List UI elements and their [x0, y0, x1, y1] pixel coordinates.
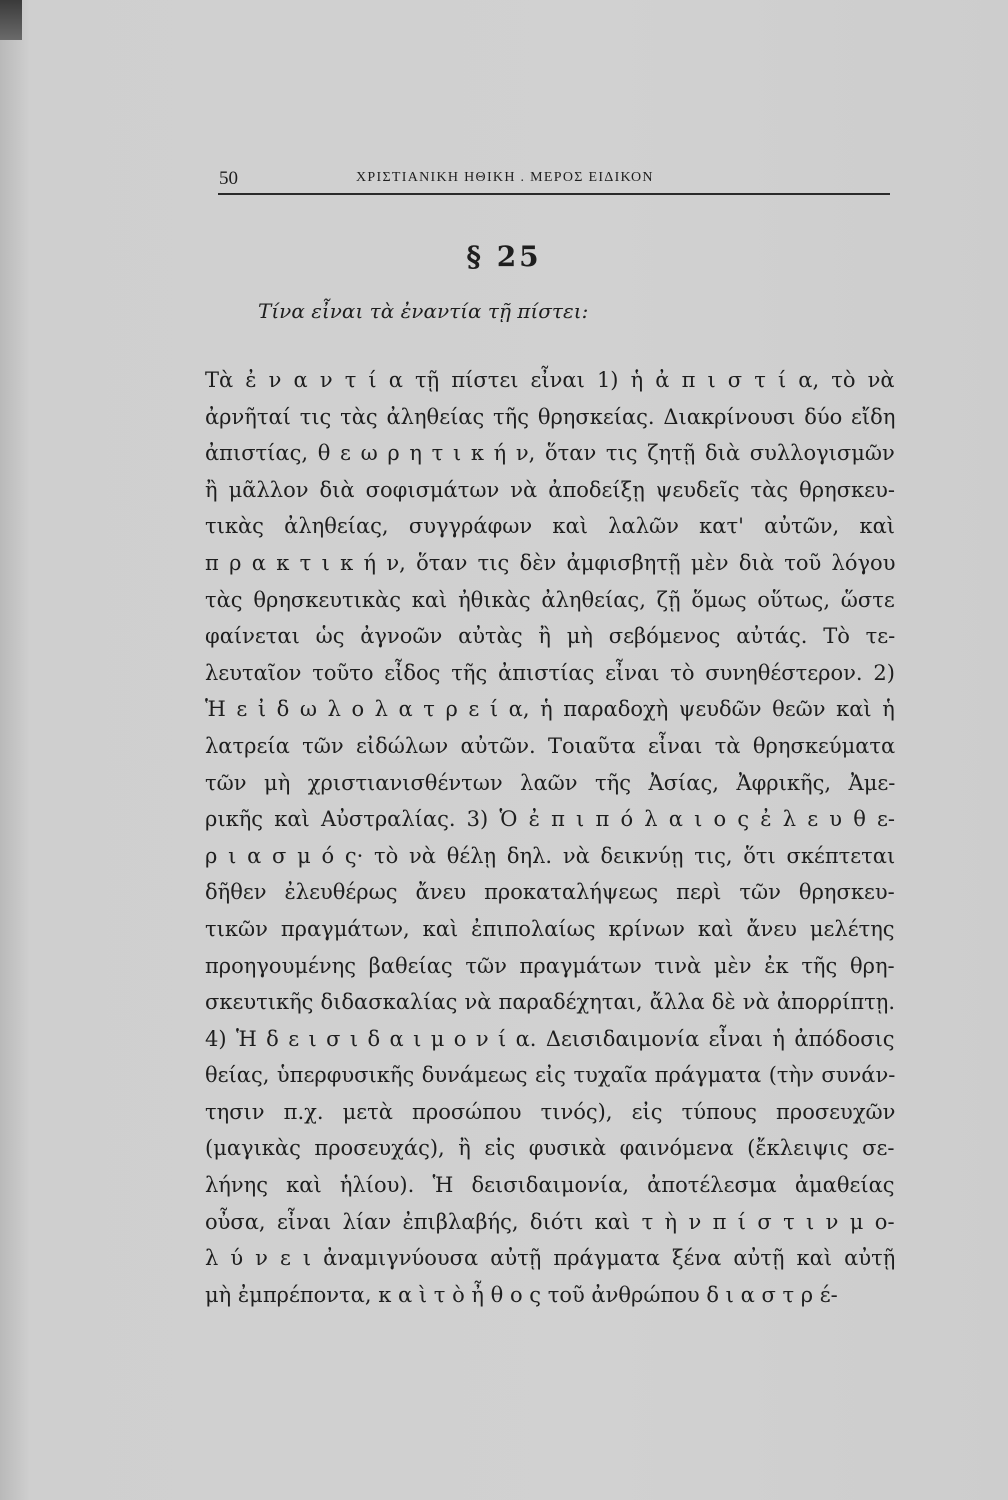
text-line: τικῶν πραγμάτων, καὶ ἐπιπολαίως κρίνων καὶ ἄνευ μελέτης [205, 916, 895, 941]
text-line: ἢ μᾶλλον διὰ σοφισμάτων νὰ ἀποδείξῃ ψευδεῖς τὰς θρησκευ- [205, 477, 895, 502]
section-heading: § 25 [466, 240, 542, 273]
text-line: οὖσα, εἶναι λίαν ἐπιβλαβής, διότι καὶ τ ὴ ν π ί σ τ ι ν μ ο- [205, 1209, 895, 1234]
running-header [219, 164, 891, 194]
text-line: 4) Ἡ δ ε ι σ ι δ α ι μ ο ν ί α. Δεισιδαιμονία εἶναι ἡ ἀπόδοσις [205, 1026, 895, 1051]
text-line: τὰς θρησκευτικὰς καὶ ἠθικὰς ἀληθείας, ζῇ ὅμως οὕτως, ὥστε [205, 587, 895, 612]
binding-edge-mark [0, 0, 22, 40]
text-line: τῶν μὴ χριστιανισθέντων λαῶν τῆς Ἀσίας, Ἀφρικῆς, Ἀμε- [205, 770, 896, 795]
header-rule [218, 193, 890, 195]
text-line: ρ ι α σ μ ό ς· τὸ νὰ θέλῃ δηλ. νὰ δεικνύῃ τις, ὅτι σκέπτεται [205, 843, 896, 868]
text-line: προηγουμένης βαθείας τῶν πραγμάτων τινὰ μὲν ἐκ τῆς θρη- [205, 953, 895, 978]
text-line: ἀπιστίας, θ ε ω ρ η τ ι κ ή ν, ὅταν τις ζητῇ διὰ συλλογισμῶν [205, 441, 895, 466]
body-text [205, 362, 895, 1313]
text-line: λήνης καὶ ἡλίου). Ἡ δεισιδαιμονία, ἀποτέλεσμα ἀμαθείας [205, 1173, 895, 1198]
text-line: σκευτικῆς διδασκαλίας νὰ παραδέχηται, ἄλλα δὲ νὰ ἀπορρίπτῃ. [205, 990, 896, 1015]
page-number: 50 [219, 168, 238, 189]
text-line: τησιν π.χ. μετὰ προσώπου τινός), εἰς τύπους προσευχῶν [205, 1099, 896, 1124]
text-line: λατρεία τῶν εἰδώλων αὐτῶν. Τοιαῦτα εἶναι τὰ θρησκεύματα [205, 733, 896, 758]
text-line: π ρ α κ τ ι κ ή ν, ὅταν τις δὲν ἀμφισβητῇ μὲν διὰ τοῦ λόγου [205, 550, 896, 575]
text-line: θείας, ὑπερφυσικῆς δυνάμεως εἰς τυχαῖα πράγματα (τὴν συνάν- [205, 1063, 896, 1088]
text-line: Ἡ ε ἰ δ ω λ ο λ α τ ρ ε ί α, ἡ παραδοχὴ ψευδῶν θεῶν καὶ ἡ [205, 697, 895, 722]
text-line: Τὰ ἐ ν α ν τ ί α τῇ πίστει εἶναι 1) ἡ ἀ π ι σ τ ί α, τὸ νὰ [205, 368, 895, 392]
text-line: μὴ ἐμπρέποντα, κ α ὶ τ ὸ ἦ θ ο ς τοῦ ἀνθρώπου δ ι α σ τ ρ έ- [205, 1282, 838, 1307]
text-line: ρικῆς καὶ Αὐστραλίας. 3) Ὁ ἐ π ι π ό λ α ι ο ς ἐ λ ε υ θ ε- [205, 807, 895, 832]
text-line: τικὰς ἀληθείας, συγγράφων καὶ λαλῶν κατ' αὐτῶν, καὶ [205, 514, 896, 539]
text-line: ἀρνῆταί τις τὰς ἀληθείας τῆς θρησκείας. Διακρίνουσι δύο εἴδη [205, 404, 896, 429]
text-line: δῆθεν ἐλευθέρως ἄνευ προκαταλήψεως περὶ τῶν θρησκευ- [205, 880, 895, 905]
text-line: λ ύ ν ε ι ἀναμιγνύουσα αὐτῇ πράγματα ξένα αὐτῇ καὶ αὐτῇ [205, 1246, 896, 1271]
text-line: (μαγικὰς προσευχάς), ἢ εἰς φυσικὰ φαινόμενα (ἔκλειψις σε- [205, 1136, 895, 1161]
section-question: Τίνα εἶναι τὰ ἐναντία τῇ πίστει: [258, 299, 589, 323]
running-header-title: ΧΡΙΣΤΙΑΝΙΚΗ ΗΘΙΚΗ . ΜΕΡΟΣ ΕΙΔΙΚΟΝ [356, 170, 654, 185]
text-line: φαίνεται ὡς ἀγνοῶν αὐτὰς ἢ μὴ σεβόμενος αὐτάς. Τὸ τε- [205, 624, 896, 649]
text-line: λευταῖον τοῦτο εἶδος τῆς ἀπιστίας εἶναι τὸ συνηθέστερον. 2) [205, 660, 895, 685]
